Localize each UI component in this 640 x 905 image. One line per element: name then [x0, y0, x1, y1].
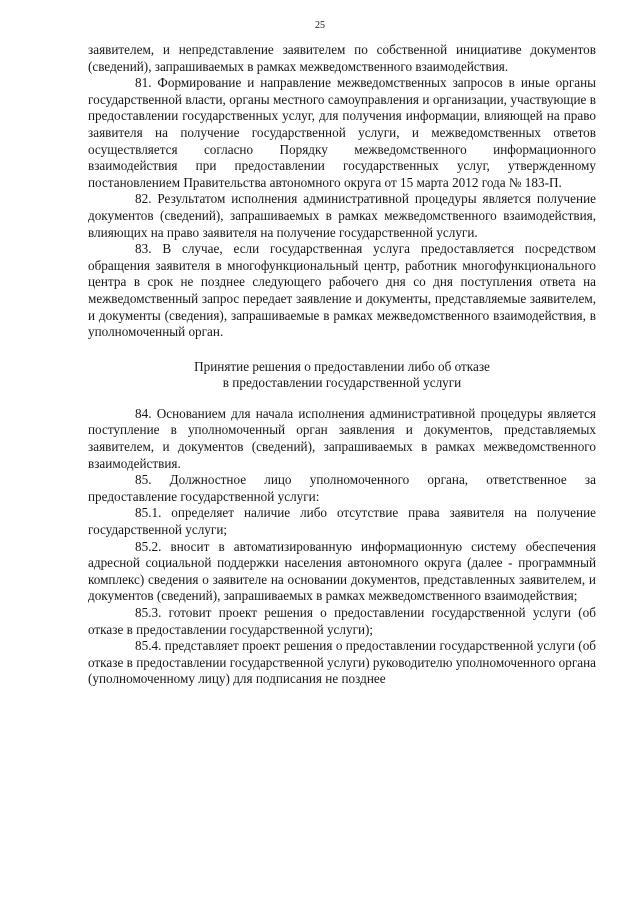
page-number: 25: [315, 20, 325, 31]
paragraph-84: 84. Основанием для начала исполнения административной процедуры является поступление в уполномоченный орган заявления и документов, представляемых заявителем, и документов (сведений), запрашиваемых в рамках межведомственного взаимодействия.: [88, 405, 596, 471]
section-heading-line-2: в предоставлении государственной услуги: [222, 375, 462, 391]
section-heading-line-1: Принятие решения о предоставлении либо об отказе: [194, 358, 490, 374]
paragraph-83: 83. В случае, если государственная услуга предоставляется посредством обращения заявителя в многофункциональный центр, работник многофункционального центра в срок не позднее следующего рабочего дня со дня поступления ответа на межведомственный запрос передает заявление и документы, представляемые заявителем, и документы (сведения), запрашиваемые в рамках межведомственного взаимодействия, в уполномоченный орган.: [88, 241, 596, 340]
paragraph-85: 85. Должностное лицо уполномоченного органа, ответственное за предоставление государственной услуги:: [88, 472, 596, 504]
section-heading: [88, 359, 596, 392]
paragraph-82: 82. Результатом исполнения административной процедуры является получение документов (сведений), запрашиваемых в рамках межведомственного взаимодействия, влияющих на право заявителя на получение государственной услуги.: [88, 191, 596, 240]
paragraph-85-4: 85.4. представляет проект решения о предоставлении государственной услуги (об отказе в предоставлении государственной услуги) руководителю уполномоченного органа (уполномоченному лицу) для подписания не позднее: [88, 638, 596, 687]
paragraph-85-3: 85.3. готовит проект решения о предоставлении государственной услуги (об отказе в предоставлении государственной услуги);: [88, 605, 596, 637]
paragraph-81: 81. Формирование и направление межведомственных запросов в иные органы государственной власти, органы местного самоуправления и организации, участвующие в предоставлении государственных услуг, для получения информации, влияющей на право заявителя на получение государственной услуги, и межведомственных ответов осуществляется согласно Порядку межведомственного информационного взаимодействия при предоставлении государственных услуг, утвержденному постановлением Правительства автономного округа от 15 марта 2012 года № 183-П.: [88, 75, 596, 190]
paragraph-continuation: заявителем, и непредставление заявителем по собственной инициативе документов (сведений), запрашиваемых в рамках межведомственного взаимодействия.: [88, 42, 596, 74]
document-body: [88, 42, 596, 688]
paragraph-85-1: 85.1. определяет наличие либо отсутствие права заявителя на получение государственной услуги;: [88, 505, 596, 538]
paragraph-85-2: 85.2. вносит в автоматизированную информационную систему обеспечения адресной социальной поддержки населения автономного округа (далее - программный комплекс) сведения о заявителе на основании документов, представленных заявителем, и документов (сведений), запрашиваемых в рамках межведомственного взаимодействия;: [88, 538, 596, 604]
